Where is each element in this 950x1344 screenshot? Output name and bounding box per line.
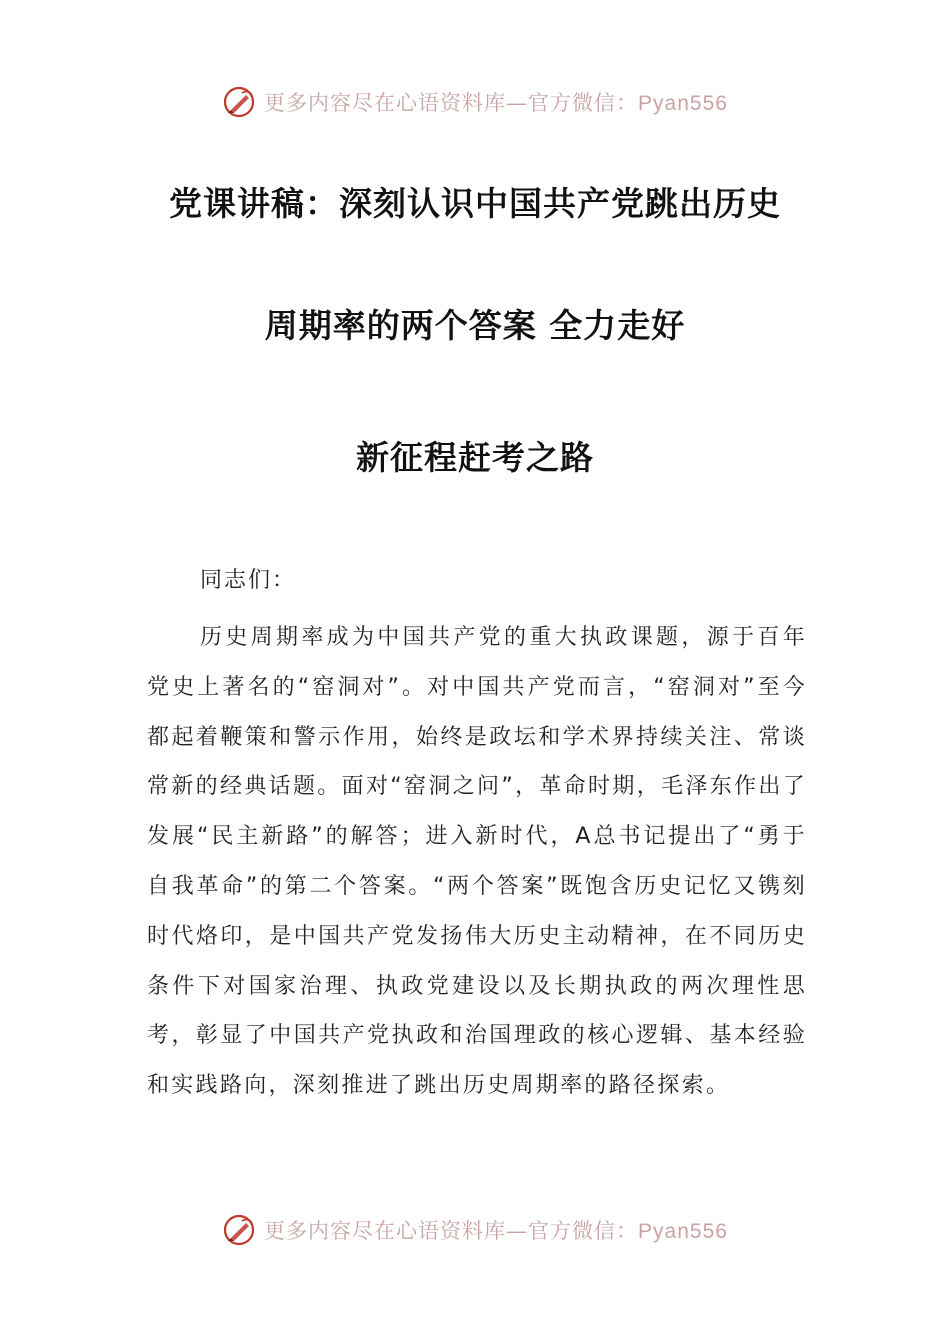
salutation: 同志们： [200,568,297,593]
header-watermark-banner [0,80,950,124]
wechat-id: Pyan556 [638,1220,728,1243]
wechat-id: Pyan556 [638,92,728,115]
title-line-2: 周期率的两个答案 全力走好 [264,306,686,345]
pen-circle-icon [222,1213,256,1247]
body-paragraph: 历史周期率成为中国共产党的重大执政课题，源于百年党史上著名的“窑洞对”。对中国共产党而言，“窑洞对”至今都起着鞭策和警示作用，始终是政坛和学术界持续关注、常谈常新的经典话题。面对“窑洞之问”，革命时期，毛泽东作出了发展“民主新路”的解答；进入新时代，A总书记提出了“勇于自我革命”的第二个答案。“两个答案”既饱含历史记忆又镌刻时代烙印，是中国共产党发扬伟大历史主动精神，在不同历史条件下对国家治理、执政党建设以及长期执政的两次理性思考，彰显了中国共产党执政和治国理政的核心逻辑、基本经验和实践路向，深刻推进了跳出历史周期率的路径探索。 [147,625,807,1099]
pen-circle-icon [222,85,256,119]
title-line-3: 新征程赶考之路 [356,438,594,477]
banner-text: 更多内容尽在心语资料库—官方微信：Pyan556 [264,91,728,115]
banner-text: 更多内容尽在心语资料库—官方微信：Pyan556 [264,1219,728,1243]
footer-watermark-banner [0,1208,950,1252]
title-line-1: 党课讲稿：深刻认识中国共产党跳出历史 [169,184,781,223]
